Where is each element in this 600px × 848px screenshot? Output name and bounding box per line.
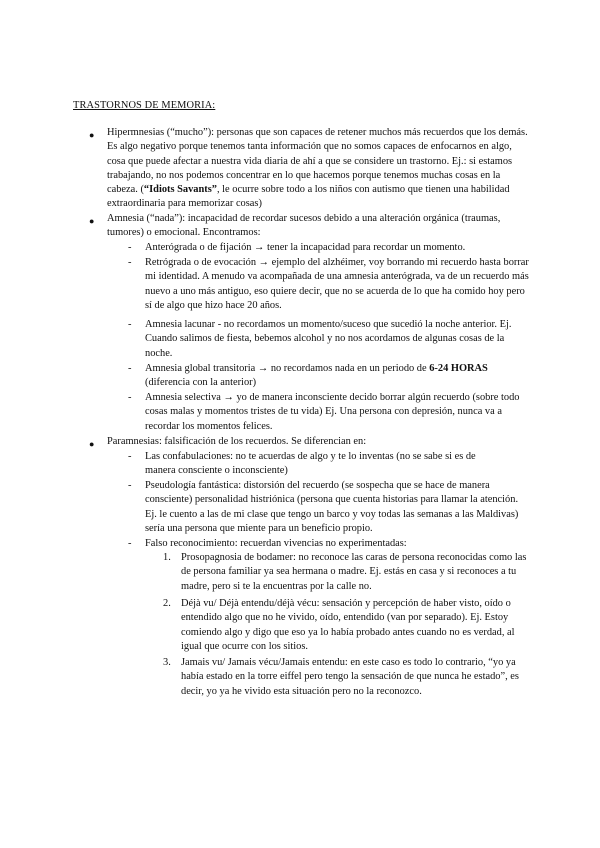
bullet-icon: ● [89, 130, 95, 140]
global-transitoria-text: Amnesia global transitoria → no recordamos nada en un periodo de [145, 363, 430, 374]
global-transitoria-text-end: (diferencia con la anterior) [145, 377, 257, 389]
dash-icon: - [128, 451, 132, 462]
list-item-selectiva: Amnesia selectiva → yo de manera inconsciente decido borrar algún recuerdo (sobre todo cosas malas y momentos tristes de tu vida) Ej. Una persona con depresión, nunca va a recordar los momentos felices. [145, 392, 520, 432]
list-item-anterograda: Anterógrada o de fijación → tener la incapacidad para recordar un momento. [145, 242, 466, 253]
dash-icon: - [128, 242, 132, 253]
hipermnesias-text-end: , le ocurre sobre todo a los niños con autismo que tienen una habilidad extraordinaria para memorizar cosas) [107, 184, 510, 210]
list-item-falso-reconocimiento: Falso reconocimiento: recuerdan vivencias no experimentadas: [145, 538, 407, 549]
list-item-lacunar: Amnesia lacunar - no recordamos un momento/suceso que sucedió la noche anterior. Ej. Cuando salimos de fiesta, bebemos alcohol y no nos acordamos de algunas cosas de la noche. [145, 319, 512, 359]
hipermnesias-paragraph [107, 126, 529, 212]
list-item-global-transitoria [145, 362, 529, 391]
list-item-jamais-vu: Jamais vu/ Jamais vécu/Jamais entendu: en este caso es todo lo contrario, “yo ya había estado en la torre eiffel pero tengo la sensación de que nunca he estado”, es decir, yo ya he vivido esta situación pero no la reconozco. [181, 657, 519, 697]
list-item-pseudologia: Pseudología fantástica: distorsión del recuerdo (se sospecha que se hace de manera consciente) personalidad histriónica (persona que cuenta historias para llamar la atención. Ej. le cuento a las de mi clase que tengo un barco y voy todas las semanas a las Maldivas) sería una persona que miente para un beneficio propio. [145, 480, 519, 534]
list-item-deja-vu: Déjà vu/ Déjà entendu/déjà vécu: sensación y percepción de haber visto, oído o entendido algo que no he vivido, oído, entendido (van por separado). Ej. Estoy comiendo algo y digo que eso ya lo había probado antes cuando no es verdad, al igual que ocurre con los sitios. [181, 598, 515, 652]
list-item-retrograda: Retrógrada o de evocación → ejemplo del alzhéimer, voy borrando mi recuerdo hasta borrar mi identidad. A menudo va acompañada de una amnesia anterógrada, va de un recuerdo más nuevo a uno más antiguo, eso quiere decir, que no se acuerda de lo que ha comido hoy pero sí de algo que hizo hace 20 años. [145, 257, 529, 311]
dash-icon: - [128, 319, 132, 330]
document-title: TRASTORNOS DE MEMORIA: [73, 100, 216, 111]
list-number: 3. [163, 657, 171, 668]
dash-icon: - [128, 392, 132, 403]
idiots-savants-bold: “Idiots Savants” [143, 184, 217, 196]
bullet-icon: ● [89, 439, 95, 449]
list-item-confabulaciones: Las confabulaciones: no te acuerdas de algo y te lo inventas (no se sabe si es de manera consciente o inconsciente) [145, 451, 476, 477]
list-item-prosopagnosia: Prosopagnosia de bodamer: no reconoce las caras de persona reconocidas como las de persona familiar ya sea hermana o madre. Ej. estás en casa y si reconoces a tu madre, pero si te la encuentras por la calle no. [181, 552, 527, 592]
dash-icon: - [128, 538, 132, 549]
dash-icon: - [128, 480, 132, 491]
paramnesias-paragraph: Paramnesias: falsificación de los recuerdos. Se diferencian en: [107, 436, 367, 447]
dash-icon: - [128, 363, 132, 374]
hipermnesias-text: Hipermnesias (“mucho”): personas que son capaces de retener muchos más recuerdos que los demás. Es algo negativo porque tenemos tanta información que no somos capaces de enfocarnos en algo, cosa que puede afectar a nuestra vida diaria de ahí a que se considere un trastorno. Ej.: si estamos trabajando, no nos podemos concentrar en lo que hacemos porque tenemos muchas cosas en la cabeza. ( [107, 127, 528, 196]
hours-bold: 6-24 HORAS [429, 363, 488, 374]
list-number: 2. [163, 598, 171, 609]
list-number: 1. [163, 552, 171, 563]
amnesia-paragraph: Amnesia (“nada”): incapacidad de recordar sucesos debido a una alteración orgánica (traumas, tumores) o emocional. Encontramos: [107, 213, 501, 239]
dash-icon: - [128, 257, 132, 268]
bullet-icon: ● [89, 216, 95, 226]
